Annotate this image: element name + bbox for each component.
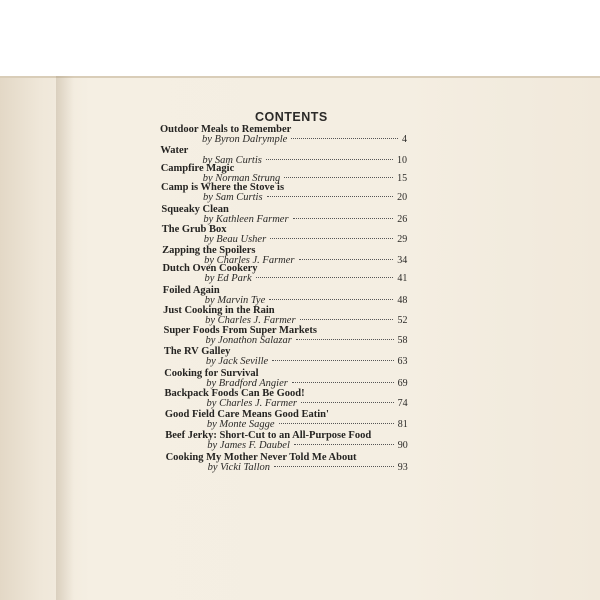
- entry-author: by Jonathon Salazar: [205, 335, 292, 346]
- entry-title: Campfire Magic: [160, 163, 235, 174]
- dot-leader: [272, 360, 393, 361]
- entry-author-line: [207, 419, 408, 430]
- entry-title: Cooking for Survival: [164, 368, 259, 379]
- entry-author: by Charles J. Farmer: [205, 315, 296, 326]
- entry-page-number: 34: [397, 255, 408, 266]
- dot-leader: [267, 196, 394, 197]
- dot-leader: [270, 238, 393, 239]
- entry-title: Squeaky Clean: [161, 204, 229, 215]
- entry-title: Camp is Where the Stove is: [161, 182, 285, 193]
- dot-leader: [301, 402, 394, 403]
- entry-title: Good Field Care Means Good Eatin': [164, 409, 329, 420]
- entry-page-number: 90: [397, 440, 408, 451]
- entry-author: by Vicki Tallon: [207, 462, 271, 473]
- entry-page-number: 26: [397, 214, 408, 225]
- entry-author: by Bradford Angier: [206, 378, 288, 389]
- dot-leader: [279, 423, 394, 424]
- entry-author-line: [206, 356, 408, 367]
- entry-page-number: 58: [397, 335, 408, 346]
- entry-author-line: [203, 192, 407, 203]
- dot-leader: [284, 177, 393, 178]
- entry-author-line: [208, 462, 408, 473]
- entry-page-number: 20: [397, 192, 408, 203]
- dot-leader: [299, 259, 394, 260]
- entry-author-line: [207, 398, 408, 409]
- entry-title: Cooking My Mother Never Told Me About: [165, 452, 357, 463]
- entry-title: Super Foods From Super Markets: [163, 325, 317, 336]
- entry-title: Backpack Foods Can Be Good!: [164, 388, 305, 399]
- dot-leader: [266, 159, 393, 160]
- entry-author: by Charles J. Farmer: [206, 398, 297, 409]
- entry-page-number: 74: [397, 398, 408, 409]
- entry-title: Dutch Oven Cookery: [162, 263, 258, 274]
- entry-author-line: [206, 335, 408, 346]
- entry-page-number: 41: [397, 273, 408, 284]
- entry-author: by Byron Dalrymple: [202, 134, 288, 145]
- entry-title: Water: [160, 145, 189, 156]
- entry-page-number: 48: [397, 295, 408, 306]
- entry-title: The RV Galley: [163, 346, 231, 357]
- entry-author: by Ed Park: [204, 273, 252, 284]
- entry-title: Beef Jerky: Short-Cut to an All-Purpose Food: [165, 430, 372, 441]
- dot-leader: [269, 299, 393, 300]
- entry-page-number: 15: [397, 173, 408, 184]
- entry-page-number: 4: [402, 134, 407, 145]
- dot-leader: [294, 444, 394, 445]
- entry-page-number: 10: [397, 155, 408, 166]
- entry-author: by Beau Usher: [203, 234, 267, 245]
- entry-author: by Sam Curtis: [202, 155, 262, 166]
- entry-page-number: 52: [397, 315, 408, 326]
- entry-author: by James F. Daubel: [207, 440, 290, 451]
- entry-author-line: [204, 273, 407, 284]
- entry-page-number: 63: [397, 356, 408, 367]
- entry-title: Zapping the Spoilers: [162, 245, 256, 256]
- entry-author: by Norman Strung: [202, 173, 281, 184]
- contents-heading: CONTENTS: [255, 110, 328, 124]
- dot-leader: [296, 339, 394, 340]
- entry-author: by Jack Seville: [205, 356, 269, 367]
- entry-page-number: 29: [397, 234, 408, 245]
- entry-author-line: [207, 440, 408, 451]
- entry-title: Just Cooking in the Rain: [163, 305, 275, 316]
- dot-leader: [293, 218, 394, 219]
- dot-leader: [274, 466, 394, 467]
- entry-title: Foiled Again: [162, 285, 220, 296]
- entry-author-line: [203, 214, 407, 225]
- entry-page-number: 69: [397, 378, 408, 389]
- entry-title: The Grub Box: [161, 224, 227, 235]
- entry-author: by Sam Curtis: [203, 192, 263, 203]
- entry-author: by Monte Sagge: [206, 419, 275, 430]
- entry-page-number: 93: [397, 462, 408, 473]
- dot-leader: [291, 138, 398, 139]
- entry-author: by Charles J. Farmer: [204, 255, 295, 266]
- entry-page-number: 81: [397, 419, 408, 430]
- dot-leader: [292, 382, 394, 383]
- entry-author: by Marvin Tye: [204, 295, 266, 306]
- entry-title: Outdoor Meals to Remember: [160, 124, 292, 135]
- entry-author: by Kathleen Farmer: [203, 214, 289, 225]
- dot-leader: [300, 319, 394, 320]
- entry-author-line: [202, 134, 407, 145]
- entry-author-line: [204, 234, 408, 245]
- dot-leader: [256, 277, 394, 278]
